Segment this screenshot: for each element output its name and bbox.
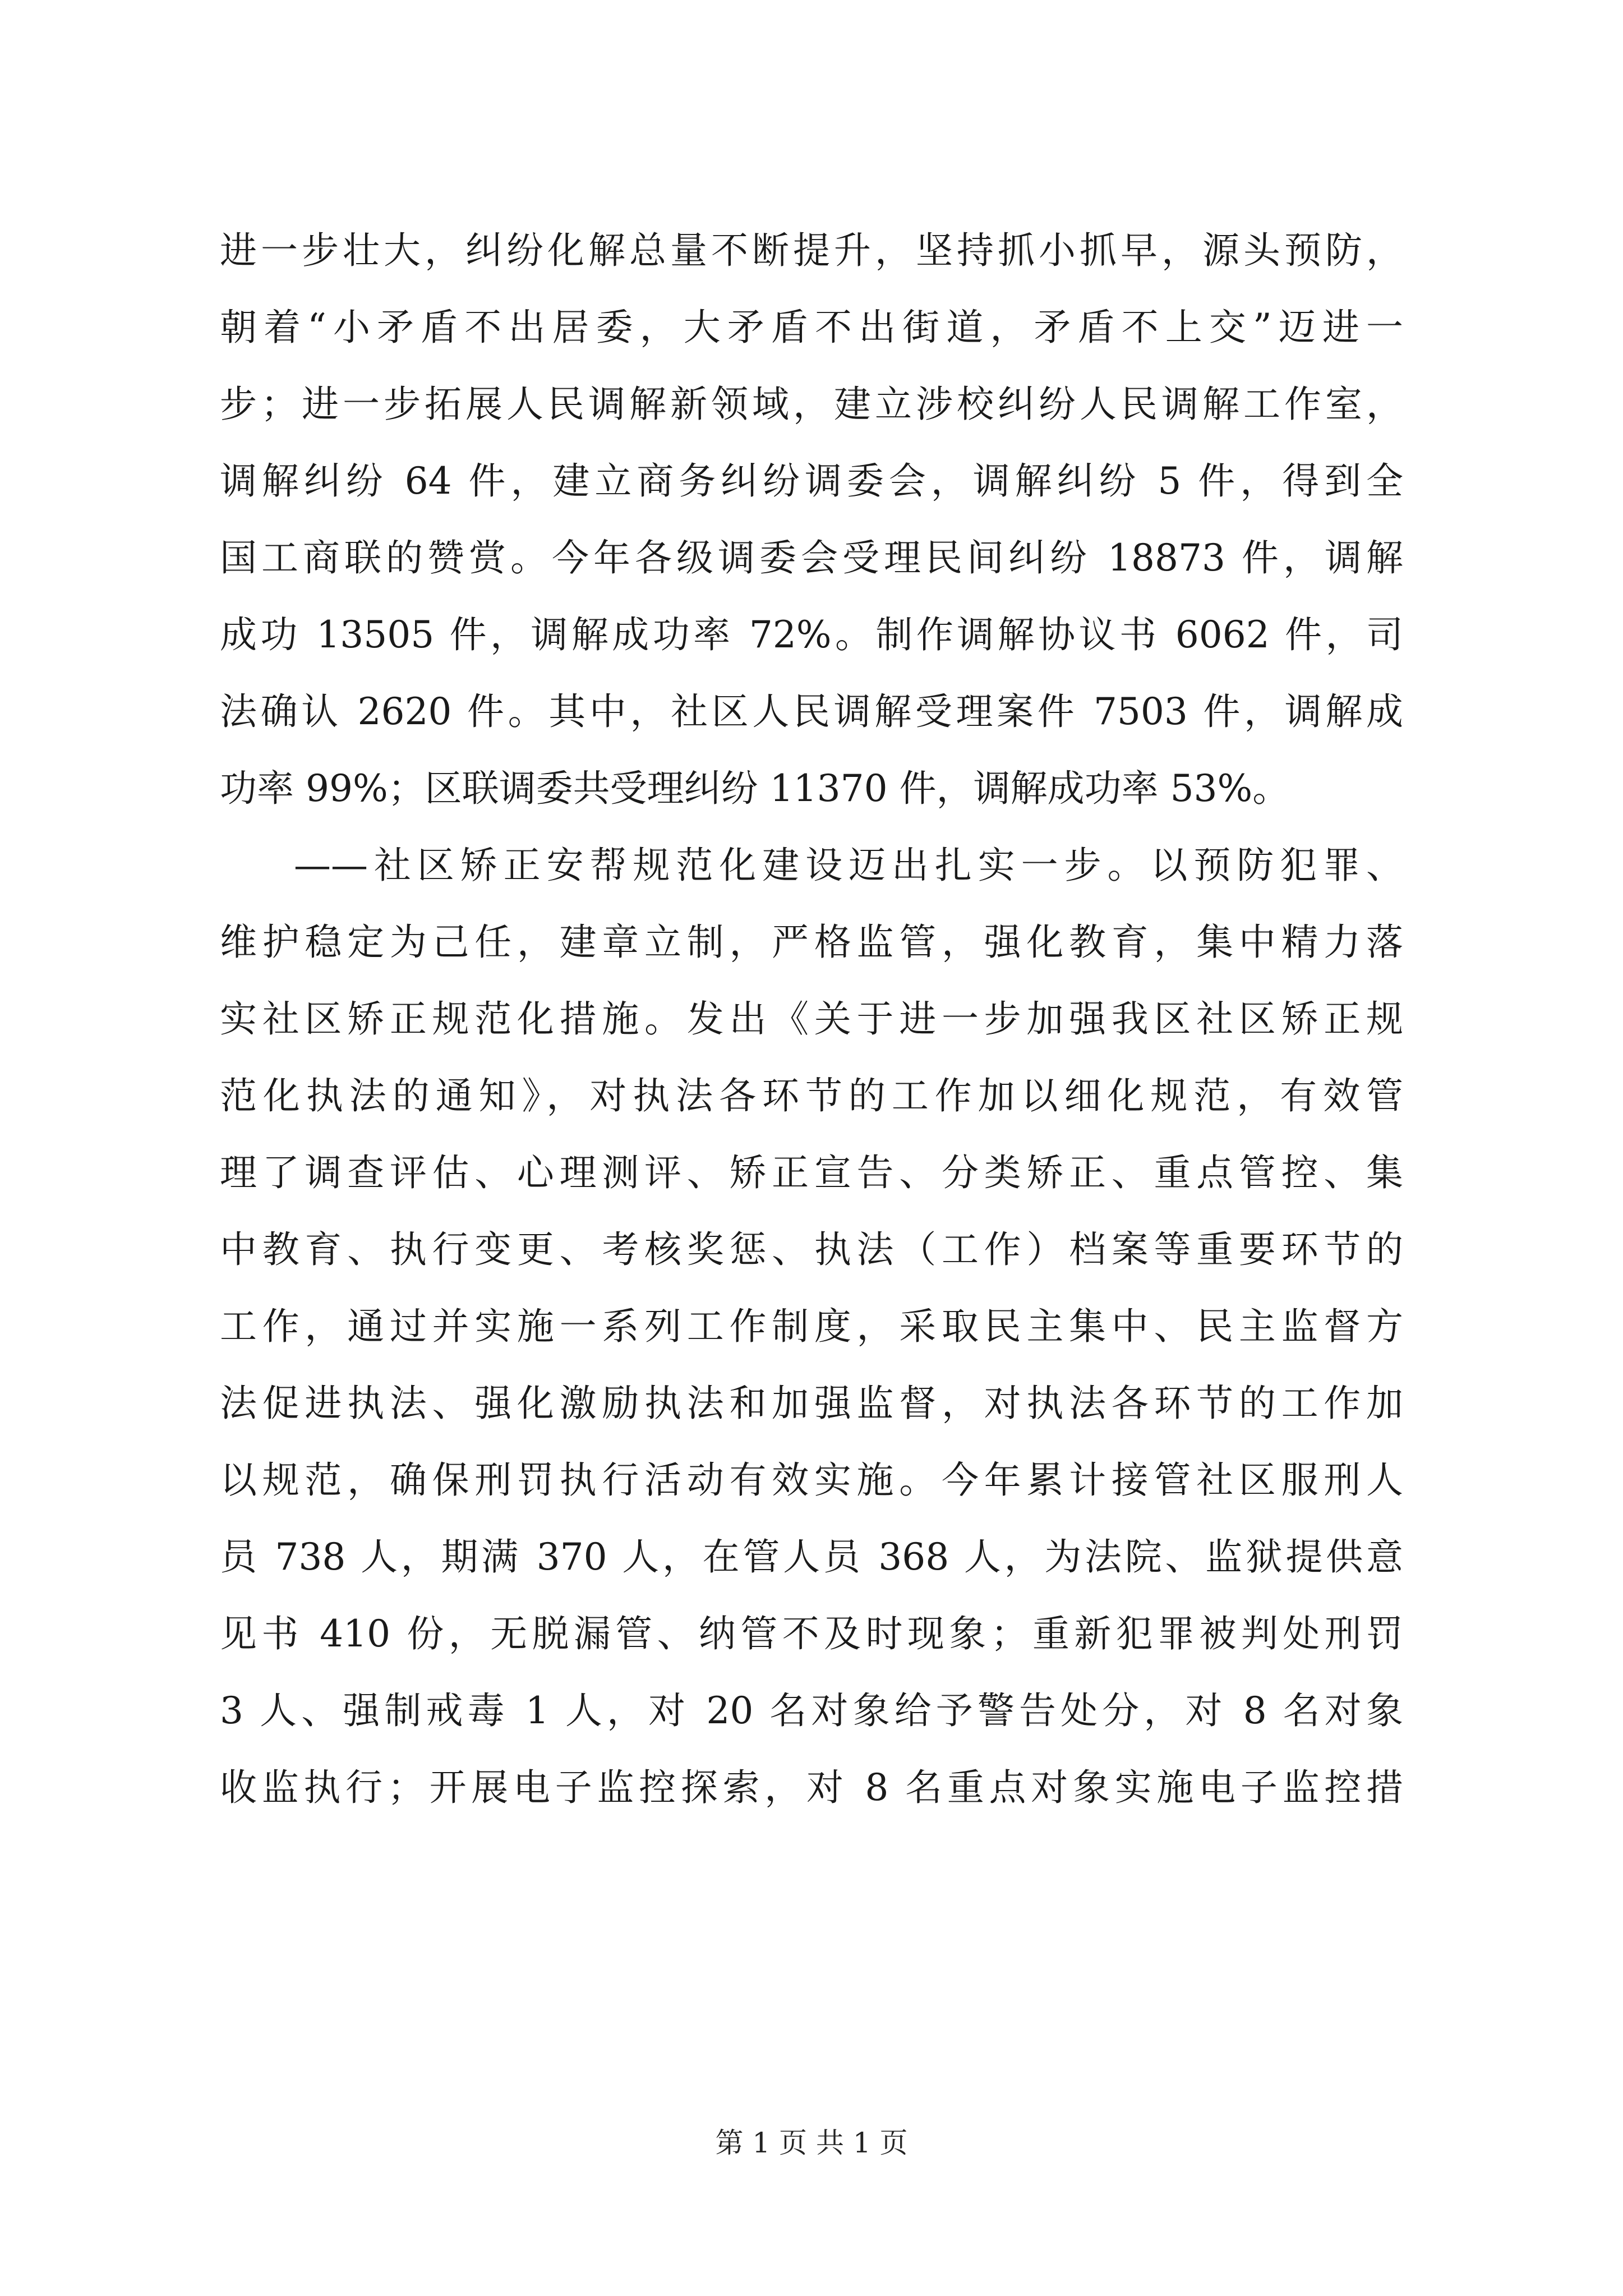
text-line-8: 功率 99%；区联调委共受理纠纷 11370 件，调解成功率 53%。 [220,767,1290,810]
text-line-16: 法促进执法、强化激励执法和加强监督，对执法各环节的工作加 [220,1382,1403,1425]
text-line-18: 员 738 人，期满 370 人，在管人员 368 人，为法院、监狱提供意 [220,1535,1403,1579]
text-line-9: ——社区矫正安帮规范化建设迈出扎实一步。以预防犯罪、 [294,844,1403,887]
text-line-17: 以规范，确保刑罚执行活动有效实施。今年累计接管社区服刑人 [220,1458,1403,1502]
text-line-4: 调解纠纷 64 件，建立商务纠纷调委会，调解纠纷 5 件，得到全 [220,459,1403,503]
page-footer [0,2126,1623,2160]
text-line-3: 步；进一步拓展人民调解新领域，建立涉校纠纷人民调解工作室， [220,383,1403,426]
text-line-12: 范化执法的通知》，对执法各环节的工作加以细化规范，有效管 [220,1074,1403,1117]
text-line-7: 法确认 2620 件。其中，社区人民调解受理案件 7503 件，调解成 [220,690,1403,733]
text-line-1: 进一步壮大，纠纷化解总量不断提升，坚持抓小抓早，源头预防， [220,229,1403,272]
document-body [220,212,1403,1826]
text-line-19: 见书 410 份，无脱漏管、纳管不及时现象；重新犯罪被判处刑罚 [220,1612,1403,1655]
text-line-21: 收监执行；开展电子监控探索，对 8 名重点对象实施电子监控措 [220,1766,1403,1809]
text-line-2: 朝着“小矛盾不出居委，大矛盾不出街道，矛盾不上交”迈进一 [220,306,1403,349]
text-line-20: 3 人、强制戒毒 1 人，对 20 名对象给予警告处分，对 8 名对象 [220,1689,1403,1732]
text-line-10: 维护稳定为己任，建章立制，严格监管，强化教育，集中精力落 [220,921,1403,964]
page-number-label: 第 1 页 共 1 页 [715,2127,908,2159]
text-line-5: 国工商联的赞赏。今年各级调委会受理民间纠纷 18873 件，调解 [220,536,1403,579]
text-line-6: 成功 13505 件，调解成功率 72%。制作调解协议书 6062 件，司 [220,613,1403,656]
text-line-14: 中教育、执行变更、考核奖惩、执法（工作）档案等重要环节的 [220,1228,1403,1271]
text-line-13: 理了调查评估、心理测评、矫正宣告、分类矫正、重点管控、集 [220,1151,1403,1194]
text-line-11: 实社区矫正规范化措施。发出《关于进一步加强我区社区矫正规 [220,997,1403,1041]
text-line-15: 工作，通过并实施一系列工作制度，采取民主集中、民主监督方 [220,1305,1403,1348]
